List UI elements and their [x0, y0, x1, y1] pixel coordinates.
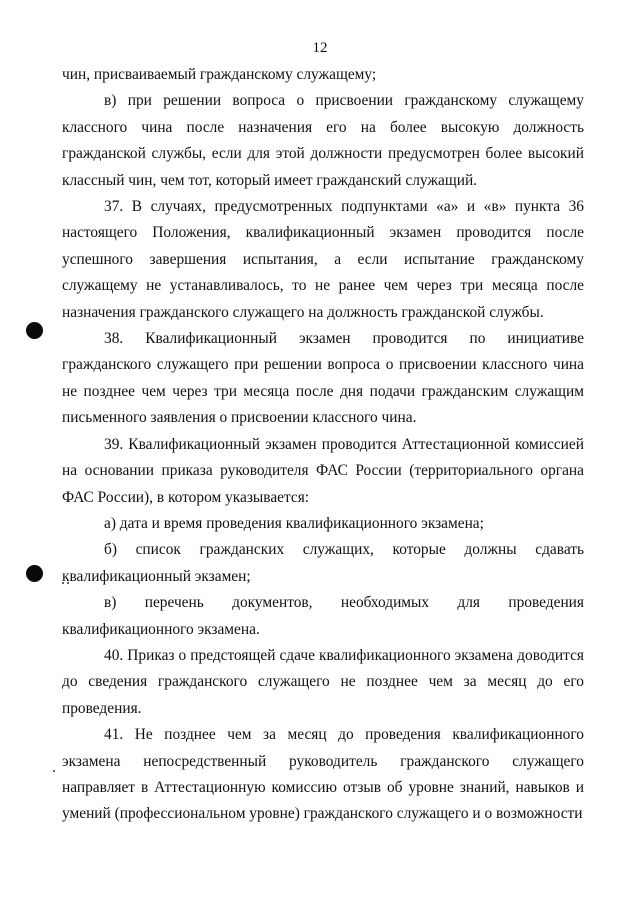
paragraph-38: 38. Квалификационный экзамен проводится по инициативе гражданского служащего при решении вопроса о присвоении классного чина не позднее чем через три месяца после дня подачи гражданским служащим письменного заявления о присвоении классного чина. [62, 330, 584, 427]
paragraph-41: 41. Не позднее чем за месяц до проведения квалификационного экзамена непосредственный руководитель гражданского служащего направляет в Аттестационную комиссию отзыв об уровне знаний, навыков и умений (профессиональном уровне) гражданского служащего и о возможности [62, 726, 584, 823]
document-body [62, 62, 584, 828]
scan-speck [53, 770, 55, 772]
paragraph-39-b: б) список гражданских служащих, которые должны сдавать квалификационный экзамен; [62, 541, 584, 585]
paragraph-40: 40. Приказ о предстоящей сдаче квалификационного экзамена доводится до сведения гражданского служащего не позднее чем за месяц до его проведения. [62, 646, 584, 717]
punch-hole-mark [26, 322, 43, 339]
paragraph-39-v: в) перечень документов, необходимых для проведения квалификационного экзамена. [62, 594, 584, 638]
punch-hole-mark [26, 565, 43, 582]
paragraph-item-v: в) при решении вопроса о присвоении гражданскому служащему классного чина после назначения его на более высокую должность гражданской службы, если для этой должности предусмотрен более высокий классный чин, чем тот, который имеет гражданский служащий. [62, 92, 584, 189]
paragraph-39-a: а) дата и время проведения квалификационного экзамена; [104, 514, 484, 532]
paragraph-39: 39. Квалификационный экзамен проводится Аттестационной комиссией на основании приказа руководителя ФАС России (территориального органа ФАС России), в котором указывается: [62, 435, 584, 506]
paragraph-37: 37. В случаях, предусмотренных подпунктами «а» и «в» пункта 36 настоящего Положения, квалификационный экзамен проводится после успешного завершения испытания, а если испытание гражданскому служащему не устанавливалось, то не ранее чем через три месяца после назначения гражданского служащего на должность гражданской службы. [62, 198, 584, 321]
paragraph-continuation: чин, присваиваемый гражданскому служащему; [62, 66, 377, 83]
page-number: 12 [312, 40, 328, 56]
